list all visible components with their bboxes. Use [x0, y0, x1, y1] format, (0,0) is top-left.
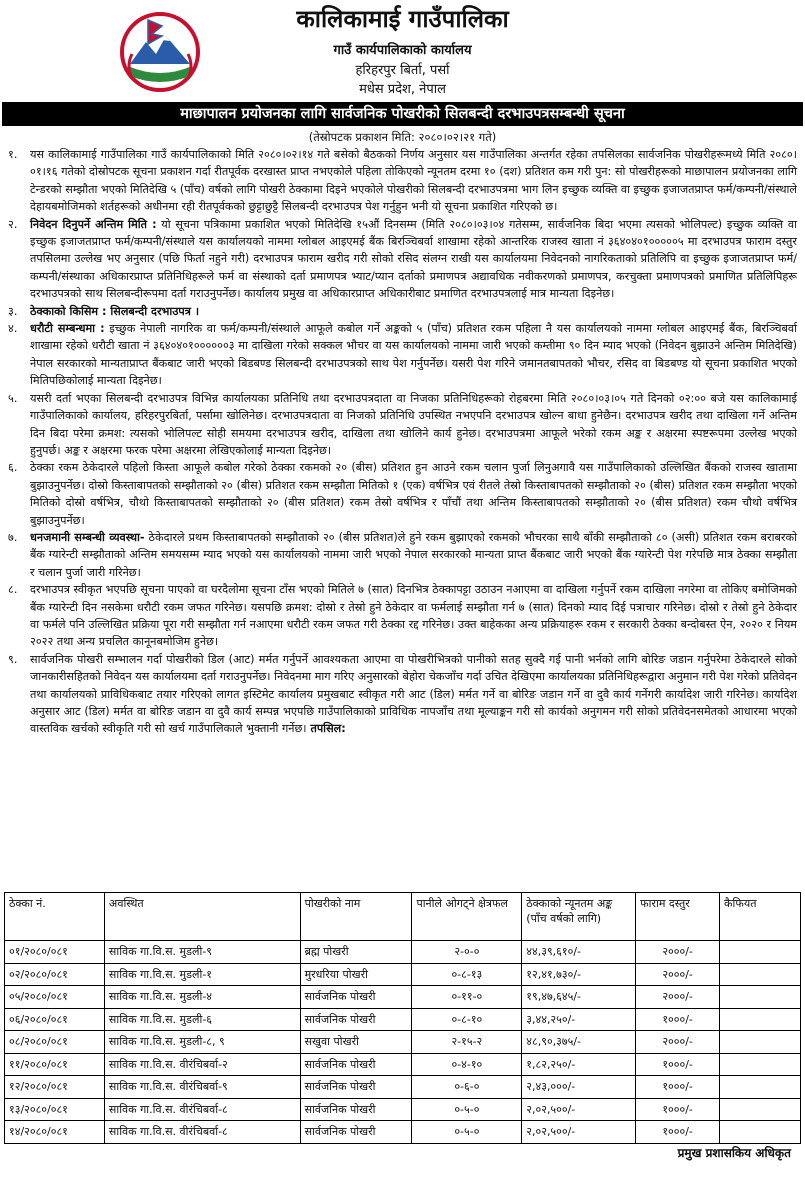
pond-schedule-table — [4, 892, 801, 1144]
office-province: मधेस प्रदेश, नेपाल — [359, 82, 446, 97]
notice-paragraph — [8, 651, 797, 738]
cell-form-fee: २०००/- — [636, 963, 720, 986]
municipality-name: कालिकामाई गाउँपालिका — [296, 5, 509, 33]
paragraph-text: यो सूचना पत्रिकामा प्रकाशित भएको मितिदेखि १५औं दिनसम्म (मिति २०८०।०३।०४ गतेसम्म, सार्वजनिक बिदा भएमा त्यसको भोलिपल्ट) इच्छुक व्यक्ति वा इच्छुक इजाजतप्राप्त फर्म/कम्पनी/संस्थाले यस कार्यालयको नाममा ग्लोबल आइएमई बैंक बिरञ्चिबर्वा शाखामा रहेको आन्तरिक राजस्व खाता नं ३६४०४०१०००००५ मा दरभाउपत्र फाराम दस्तुर तपसिलमा उल्लेख भए अनुसार (पछि फिर्ता नहुने गरी) दरभाउपत्र फाराम खरीद गरी सोको रसिद संलग्न राखी यस कार्यालयमा निवेदनको नागरिकताको प्रतिलिपि वा इच्छुक इजाजतप्राप्त फर्म/कम्पनी/संस्थाका अधिकारप्राप्त प्रतिनिधिहरूले फर्म वा संस्थाको दर्ता प्रमाणपत्र भ्याट/प्यान दर्ताको प्रमाणपत्र अद्यावधिक नवीकरणको प्रमाणपत्र, करचुक्ता प्रमाणपत्रको प्रमाणित प्रतिलिपिहरू दरभाउपत्रको साथ सिलबन्दीरूपमा दर्ता गराउनुपर्नेछ। कार्यालय प्रमुख वा अधिकारप्राप्त अधिकारीबाट प्रमाणित दरभाउपत्रलाई मात्र मान्यता दिइनेछ। — [30, 217, 797, 301]
notice-paragraph — [8, 320, 797, 390]
signatory-title: प्रमुख प्रशासकिय अधिकृत — [677, 1146, 791, 1160]
cell-location: साविक गा.वि.स. मुडली-४ — [104, 986, 300, 1009]
notice-paragraph — [8, 459, 797, 529]
cell-form-fee: १०००/- — [636, 1098, 720, 1121]
paragraph-heading: ठेक्काको किसिम : सिलबन्दी दरभाउपत्र । — [30, 304, 200, 318]
letterhead — [0, 0, 805, 100]
table-row — [5, 1008, 801, 1031]
col-header-contract-no: ठेक्का नं. — [5, 893, 105, 941]
cell-water-area: ०-५-० — [412, 1098, 522, 1121]
cell-location: साविक गा.वि.स. मुडली-८, ९ — [104, 1031, 300, 1054]
cell-pond-name: सार्वजनिक पोखरी — [300, 1121, 412, 1144]
cell-contract-no: १२/२०८०/०८१ — [5, 1076, 105, 1099]
cell-remarks — [720, 941, 801, 964]
cell-water-area: २-१५-२ — [412, 1031, 522, 1054]
col-header-form-fee: फाराम दस्तुर — [636, 893, 720, 941]
cell-remarks — [720, 1076, 801, 1099]
paragraph-heading: धरौटी सम्बन्धमा : — [30, 322, 105, 336]
notice-paragraph — [8, 529, 797, 581]
cell-location: साविक गा.वि.स. वीरंचिबर्वा-९ — [104, 1076, 300, 1099]
cell-form-fee: २०००/- — [636, 986, 720, 1009]
cell-water-area: ०-५-० — [412, 1121, 522, 1144]
cell-remarks — [720, 1008, 801, 1031]
cell-min-amount: १९,४७,६४५/- — [522, 986, 636, 1009]
paragraph-text: ठेकेदारले प्रथम किस्ताबापतको सम्झौताको २० (बीस प्रतिशत)ले हुने रकम बुझाएको रकमको भौचरका साथै बाँकी सम्झौताको ८० (असी) प्रतिशत रकम बराबरको बैंक ग्यारेन्टी सम्झौताको अन्तिम समयसम्म म्याद भएको यस कार्यालयको नाममा जारी भएको नेपाल सरकारको मान्यता प्राप्त बैंकबाट जारी भएको बैंक ग्यारेन्टी पेश गरेपछि मात्र ठेक्का सम्झौता र चलान पुर्जा जारी गरिनेछ। — [30, 530, 797, 579]
cell-pond-name: सार्वजनिक पोखरी — [300, 1098, 412, 1121]
cell-water-area: ०-६-० — [412, 1076, 522, 1099]
office-address: हरिहरपुर बिर्ता, पर्सा — [355, 63, 450, 78]
paragraph-number: ३. — [8, 304, 18, 318]
paragraph-number: २. — [8, 217, 18, 231]
cell-location: साविक गा.वि.स. वीरंचिबर्वा-२ — [104, 1053, 300, 1076]
cell-min-amount: २,०२,५००/- — [522, 1098, 636, 1121]
notice-title: माछापालन प्रयोजनका लागि सार्वजनिक पोखरीको सिलबन्दी दरभाउपत्रसम्बन्धी सूचना — [2, 102, 803, 126]
cell-form-fee: १०००/- — [636, 1008, 720, 1031]
office-name: गाउँ कार्यपालिकाको कार्यालय — [333, 43, 472, 58]
cell-location: साविक गा.वि.स. वीरंचिबर्वा-८ — [104, 1098, 300, 1121]
cell-remarks — [720, 1121, 801, 1144]
cell-contract-no: ०१/२०८०/०८१ — [5, 941, 105, 964]
cell-water-area: ०-११-० — [412, 986, 522, 1009]
notice-paragraph — [8, 581, 797, 651]
paragraph-number: ५. — [8, 391, 18, 405]
notice-paragraph — [8, 303, 797, 320]
cell-contract-no: ०२/२०८०/०८१ — [5, 963, 105, 986]
paragraph-text: यस कालिकामाई गाउँपालिका गाउँ कार्यपालिकाको मिति २०८०।०२।१४ गते बसेको बैठकको निर्णय अनुसार यस गाउँपालिका अन्तर्गत रहेका तपसिलका सार्वजनिक पोखरीहरूमध्ये मिति २०८०।०१।१६ गतेको दोस्रोपटक सूचना प्रकाशन गर्दा रीतपूर्वक दरखास्त प्राप्त नभएकोले पहिला तोकिएको न्यूनतम दरमा १० (दश) प्रतिशत कम गरी पुन: सो पोखरीहरूको माछापालन प्रयोजनका लागि टेन्डरको सम्झौता भएको मितिदेखि ५ (पाँच) वर्षको लागि पोखरी ठेक्कामा दिइने भएकोले पोखरीको सिलबन्दी दरभाउपत्रमा भाग लिन इच्छुक व्यक्ति वा इच्छुक इजाजतप्राप्त फर्म/कम्पनी/संस्थाले देहायबमोजिमको शर्तहरूको अधीनमा रही रीतपूर्वकको छुट्टाछुट्टै सिलबन्दी दरभाउपत्र पेश गर्नुहुन भनी यो सूचना प्रकाशित गरिएको छ। — [30, 148, 797, 214]
cell-water-area: ०-८-१० — [412, 1008, 522, 1031]
table-row — [5, 1031, 801, 1054]
cell-remarks — [720, 963, 801, 986]
paragraph-number: ८. — [8, 583, 18, 597]
cell-contract-no: १३/२०८०/०८१ — [5, 1098, 105, 1121]
cell-water-area: ०-८-१३ — [412, 963, 522, 986]
col-header-min-amount: ठेक्काको न्यूनतम अङ्क (पाँच वर्षको लागि) — [522, 893, 636, 941]
cell-min-amount: २,०२,५००/- — [522, 1121, 636, 1144]
cell-remarks — [720, 986, 801, 1009]
cell-contract-no: ११/२०८०/०८१ — [5, 1053, 105, 1076]
cell-form-fee: २०००/- — [636, 941, 720, 964]
cell-location: साविक गा.वि.स. वीरंचिबर्वा-८ — [104, 1121, 300, 1144]
paragraph-number: ९. — [8, 652, 18, 666]
cell-form-fee: २०००/- — [636, 1031, 720, 1054]
cell-pond-name: ब्रह्म पोखरी — [300, 941, 412, 964]
cell-pond-name: सार्वजनिक पोखरी — [300, 1076, 412, 1099]
cell-min-amount: ४४,३९,६१०/- — [522, 941, 636, 964]
cell-min-amount: १,८२,२५०/- — [522, 1053, 636, 1076]
paragraph-text: ठेक्का रकम ठेकेदारले पहिलो किस्ता आफूले कबोल गरेको ठेक्का रकमको २० (बीस) प्रतिशत हुन आउने रकम चलान पुर्जा लिनुअगावै यस गाउँपालिकाको उल्लिखित बैंकको राजस्व खातामा बुझाउनुपर्नेछ। दोस्रो किस्ताबापतको सम्झौताको २० (बीस) प्रतिशत रकम सम्झौता मितिको १ (एक) वर्षभित्र एवं रीतले तेस्रो किस्ताबापतको सम्झौताको २० (बीस) प्रतिशत रकम सम्झौता भएको मितिको दोस्रो वर्षभित्र, चौथो किस्ताबापतको सम्झौताको २० (बीस प्रतिशत) रकम तेस्रो वर्षभित्र र पाँचौं तथा अन्तिम किस्ताबापतको सम्झौताको २० (बीस प्रतिशत) रकम चौथो वर्षभित्र बुझाउनुपर्नेछ। — [30, 461, 797, 527]
cell-pond-name: सार्वजनिक पोखरी — [300, 1053, 412, 1076]
table-row — [5, 1053, 801, 1076]
cell-location: साविक गा.वि.स. मुडली-६ — [104, 1008, 300, 1031]
table-row — [5, 941, 801, 964]
cell-remarks — [720, 1053, 801, 1076]
paragraph-text: दरभाउपत्र स्वीकृत भएपछि सूचना पाएको वा घरदैलोमा सूचना टाँस भएको मितिले ७ (सात) दिनभित्र ठेक्कापट्टा उठाउन नआएमा वा दाखिला गर्नुपर्ने रकम दाखिला नगरेमा वा तोकिए बमोजिमको बैंक ग्यारेन्टी दिन नसकेमा धरौटी रकम जफत गरिनेछ। यसपछि क्रमश: दोस्रो र तेस्रो हुने ठेकेदार वा फर्मलाई सम्झौता गर्न ७ (सात) दिनको म्याद दिई पत्राचार गरिनेछ। दोस्रो र तेस्रो हुने ठेकेदार वा फर्मले पनि उल्लिखित प्रक्रिया पूरा गरी सम्झौता गर्न नआएमा धरौटी रकम जफत गरी ठेक्का रद्द गरिनेछ। उक्त बाहेकका अन्य प्रक्रियाहरू रकम र सरकारी ठेक्का बन्दोबस्त ऐन, २०२० र नियम २०२२ तथा अन्य प्रचलित कानूनबमोजिम हुनेछ। — [30, 583, 797, 649]
cell-location: साविक गा.वि.स. मुडली-१ — [104, 963, 300, 986]
cell-contract-no: १४/२०८०/०८१ — [5, 1121, 105, 1144]
cell-min-amount: २,४३,०००/- — [522, 1076, 636, 1099]
paragraph-text: यसरी दर्ता भएका सिलबन्दी दरभाउपत्र विभिन्न कार्यालयका प्रतिनिधि तथा दरभाउपत्रदाता वा निजका प्रतिनिधिहरूको रोहबरमा मिति २०८०।०३।०५ गते दिनको ०२:०० बजे यस कालिकामाई गाउँपालिकाको कार्यालय, हरिहरपुरबिर्ता, पर्सामा खोलिनेछ। दरभाउपत्रदाता वा निजको प्रतिनिधि उपस्थित नभएपनि दरभाउपत्र खोल्न बाधा हुनेछैन। दरभाउपत्र खरीद तथा दाखिला गर्ने अन्तिम दिन बिदा परेमा क्रमश: त्यसको भोलिपल्ट सोही समयमा दरभाउपत्र खरीद, दाखिला तथा खोलिने कार्य हुनेछ। दरभाउपत्रमा आफूले भरेको रकम अङ्क र अक्षरमा स्पष्टरूपमा उल्लेख भएको हुनुपर्छ। अङ्क र अक्षरमा फरक परेमा अक्षरमा लेखिएकोलाई मान्यता दिइनेछ। — [30, 391, 797, 457]
cell-water-area: ०-४-१० — [412, 1053, 522, 1076]
cell-contract-no: ०८/२०८०/०८१ — [5, 1031, 105, 1054]
table-row — [5, 986, 801, 1009]
table-row — [5, 1098, 801, 1121]
cell-location: साविक गा.वि.स. मुडली-९ — [104, 941, 300, 964]
col-header-location: अवस्थित — [104, 893, 300, 941]
cell-water-area: २-०-० — [412, 941, 522, 964]
cell-form-fee: १०००/- — [636, 1053, 720, 1076]
cell-remarks — [720, 1031, 801, 1054]
cell-pond-name: सार्वजनिक पोखरी — [300, 1008, 412, 1031]
cell-contract-no: ०५/२०८०/०८१ — [5, 986, 105, 1009]
schedule-label: तपसिल: — [306, 722, 346, 736]
publication-date: (तेस्रोपटक प्रकाशन मिति: २०८०।०२।२१ गते) — [308, 130, 497, 144]
col-header-remarks: कैफियत — [720, 893, 801, 941]
cell-pond-name: मुरधरिया पोखरी — [300, 963, 412, 986]
paragraph-number: ६. — [8, 461, 18, 475]
cell-pond-name: सखुवा पोखरी — [300, 1031, 412, 1054]
paragraph-number: १. — [8, 148, 18, 161]
paragraph-text: इच्छुक नेपाली नागरिक वा फर्म/कम्पनी/संस्थाले आफूले कबोल गर्ने अङ्कको ५ (पाँच) प्रतिशत रकम पहिला नै यस कार्यालयको नाममा ग्लोबल आइएमई बैंक, बिरञ्चिबर्वा शाखामा रहेको धरौटी खाता नं ३६४०४०१००००००३ मा दाखिला गरेको सक्कल भौचर वा यस कार्यालयको नाममा जारी भएको कम्तीमा ९० दिन म्याद भएको (निवेदन बुझाउने अन्तिम मितिदेखि) नेपाल सरकारको मान्यताप्राप्त बैंकबाट जारी भएको बिडबण्ड सिलबन्दी दरभाउपत्रको साथ पेश गर्नुपर्नेछ। यसरी पेश गरिने जमानतबापतको भौचर, रसिद वा बिडबण्ड यो सूचना प्रकाशित भएको मितिपछिकोलाई मान्यता दिइनेछ। — [30, 322, 798, 388]
paragraph-number: ४. — [8, 322, 18, 336]
col-header-water-area: पानीले ओगट्ने क्षेत्रफल — [412, 893, 522, 941]
table-row — [5, 1076, 801, 1099]
cell-min-amount: ३,४४,२५०/- — [522, 1008, 636, 1031]
notice-paragraph — [8, 390, 797, 460]
paragraph-heading: निवेदन दिनुपर्ने अन्तिम मिति : — [30, 217, 157, 231]
notice-paragraph — [8, 146, 797, 216]
cell-pond-name: सार्वजनिक पोखरी — [300, 986, 412, 1009]
cell-form-fee: १०००/- — [636, 1076, 720, 1099]
notice-paragraph — [8, 216, 797, 303]
cell-min-amount: १२,४१,७३०/- — [522, 963, 636, 986]
table-header-row — [5, 893, 801, 941]
paragraph-text: सार्वजनिक पोखरी सम्भालन गर्दा पोखरीको डिल (आट) मर्मत गर्नुपर्ने आवश्यकता आएमा वा पोखरीभित्रको पानीको सतह सुक्दै गई पानी भर्नको लागि बोरिङ जडान गर्नुपरेमा ठेकेदारले सोको जानकारीसहितको निवेदन यस कार्यालयमा दर्ता गराउनुपर्नेछ। निवेदनमा माग गरिए अनुसारको बेहोरा चेकजाँच गर्दा उचित देखिएमा कार्यालयका प्रतिनिधिहरूद्वारा अनुमान गरी पेश गरेको प्रतिवेदन तथा कार्यालयको प्राविधिकबाट तयार गरिएको लागत इस्टिमेट कार्यालय प्रमुखबाट स्वीकृत गरी आट (डिल) मर्मत गर्ने वा बोरिङ जडान गर्ने वा दुवै कार्य गर्नेगरी कार्यादेश जारी गरिनेछ। कार्यादेश अनुसार आट (डिल) मर्मत वा बोरिङ जडान वा दुवै कार्य सम्पन्न भएपछि गाउँपालिकाको प्राविधिक नापजाँच तथा मूल्याङ्कन गरी सो कार्यको अनुगमन गरी सोको प्रतिवेदनसमेतको आधारमा भएको वास्तविक खर्चको स्वीकृति गरी सो खर्च गाउँपालिकाले भुक्तानी गर्नेछ। — [30, 652, 797, 736]
cell-remarks — [720, 1098, 801, 1121]
notice-body — [8, 146, 797, 738]
cell-min-amount: ४८,९०,३७५/- — [522, 1031, 636, 1054]
cell-form-fee: १०००/- — [636, 1121, 720, 1144]
table-row — [5, 1121, 801, 1144]
cell-contract-no: ०६/२०८०/०८१ — [5, 1008, 105, 1031]
paragraph-heading: धनजमानी सम्बन्धी व्यवस्था- — [30, 530, 145, 544]
col-header-pond-name: पोखरीको नाम — [300, 893, 412, 941]
table-row — [5, 963, 801, 986]
paragraph-number: ७. — [8, 530, 18, 544]
